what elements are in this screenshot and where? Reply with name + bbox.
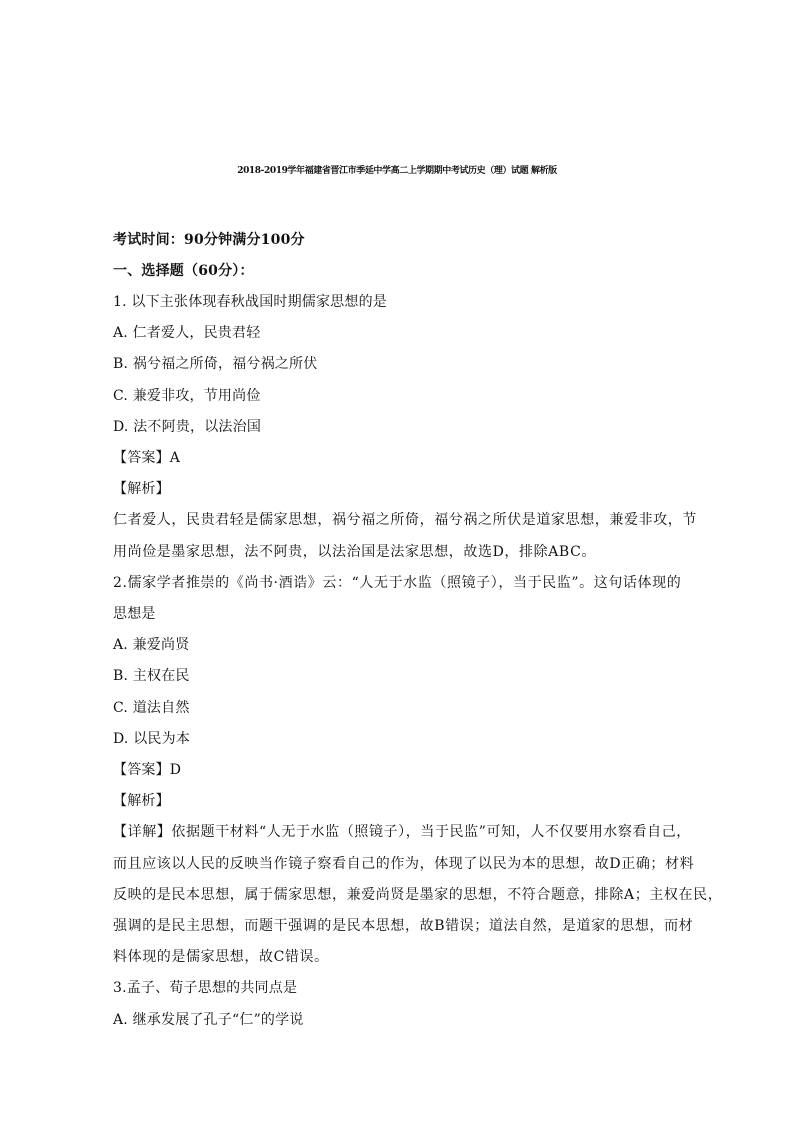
question-3-option-a: A. 继承发展了孔子“仁”的学说 xyxy=(113,1012,304,1028)
question-1-analysis-line-1: 仁者爱人，民贵君轻是儒家思想，祸兮福之所倚，福兮祸之所伏是道家思想，兼爱非攻，节 xyxy=(113,512,697,528)
question-2-stem-line-2: 思想是 xyxy=(113,606,156,622)
question-2-analysis-line-5: 料体现的是儒家思想，故C错误。 xyxy=(113,949,329,965)
question-2-answer: 【答案】D xyxy=(113,762,182,778)
question-1-stem: 1. 以下主张体现春秋战国时期儒家思想的是 xyxy=(113,294,388,310)
question-2-option-c: C. 道法自然 xyxy=(113,700,190,716)
question-1-option-b: B. 祸兮福之所倚，福兮祸之所伏 xyxy=(113,356,318,372)
question-2-option-d: D. 以民为本 xyxy=(113,731,191,747)
question-1-option-d: D. 法不阿贵，以法治国 xyxy=(113,419,262,435)
document-title: 2018-2019学年福建省晋江市季延中学高二上学期期中考试历史（理）试题 解析版 xyxy=(237,166,557,176)
question-1-analysis-line-2: 用尚俭是墨家思想，法不阿贵，以法治国是法家思想，故选D，排除ABC。 xyxy=(113,544,596,560)
question-2-analysis-line-1: 【详解】依据题干材料“人无于水监（照镜子），当于民监”可知，人不仅要用水察看自己， xyxy=(113,824,691,840)
question-1-analysis-label: 【解析】 xyxy=(113,481,170,497)
section-heading: 一、选择题（60分）： xyxy=(113,263,254,279)
exam-info: 考试时间：90分钟满分100分 xyxy=(113,232,305,248)
question-1-option-c: C. 兼爱非攻，节用尚俭 xyxy=(113,388,261,404)
question-2-analysis-line-2: 而且应该以人民的反映当作镜子察看自己的作为，体现了以民为本的思想，故D正确；材料 xyxy=(113,856,695,872)
question-2-analysis-line-3: 反映的是民本思想，属于儒家思想，兼爱尚贤是墨家的思想，不符合题意，排除A；主权在民， xyxy=(113,887,723,903)
question-2-option-a: A. 兼爱尚贤 xyxy=(113,637,190,653)
question-2-analysis-label: 【解析】 xyxy=(113,793,170,809)
question-3-stem: 3.孟子、荀子思想的共同点是 xyxy=(113,980,298,996)
question-2-stem-line-1: 2.儒家学者推崇的《尚书·酒诰》云：“人无于水监（照镜子），当于民监”。这句话体现的 xyxy=(113,575,682,591)
question-2-analysis-line-4: 强调的是民主思想，而题干强调的是民本思想，故B错误；道法自然，是道家的思想，而材 xyxy=(113,918,694,934)
question-1-option-a: A. 仁者爱人，民贵君轻 xyxy=(113,325,261,341)
question-2-option-b: B. 主权在民 xyxy=(113,668,190,684)
question-1-answer: 【答案】A xyxy=(113,450,181,466)
